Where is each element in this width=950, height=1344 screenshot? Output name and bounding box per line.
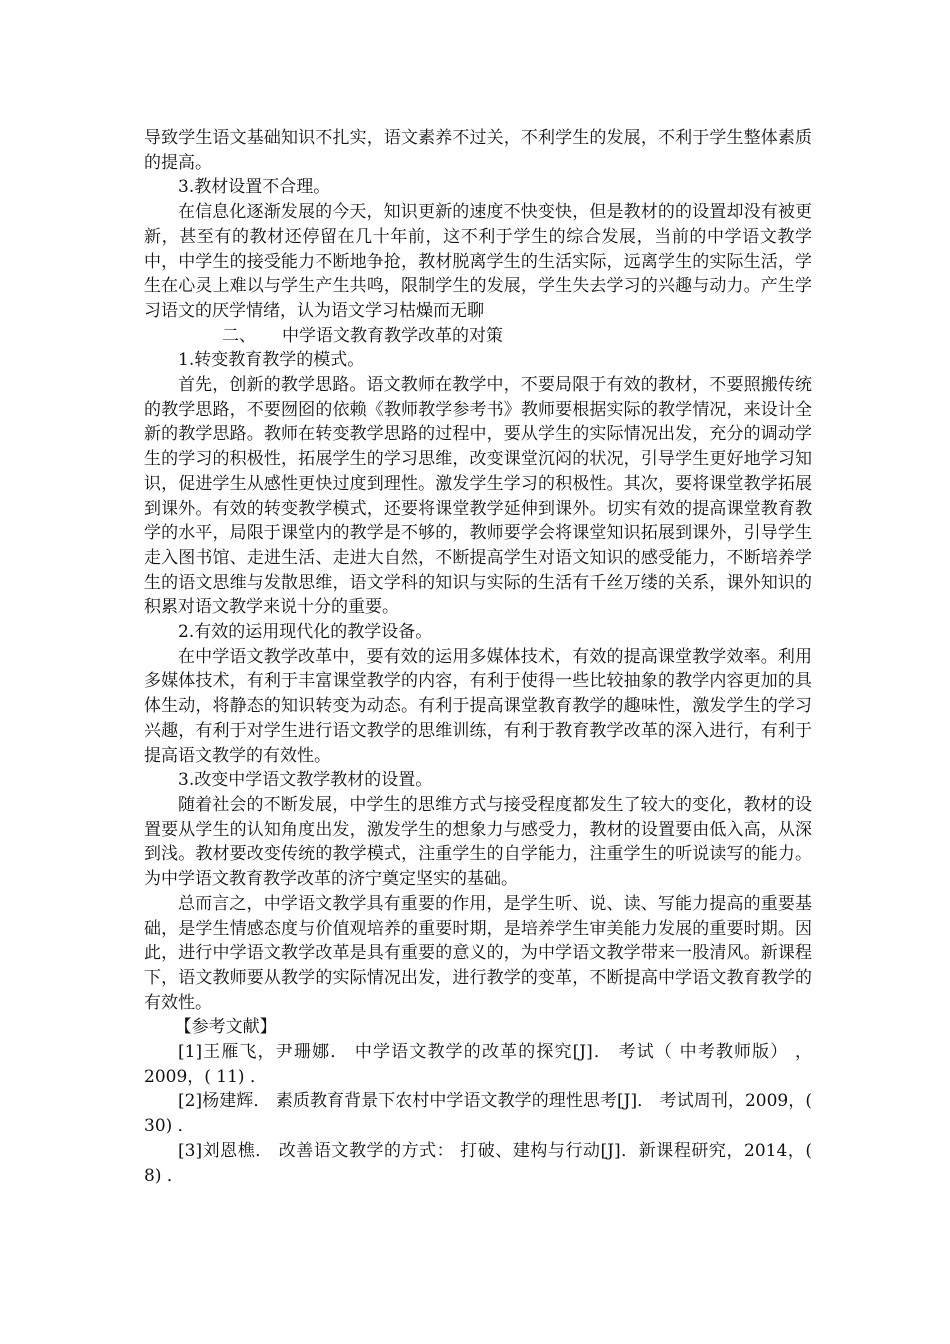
section-heading bbox=[144, 324, 812, 349]
references-title: 【参考文献】 bbox=[174, 1017, 277, 1038]
paragraph-intro-continued: 导致学生语文基础知识不扎实，语文素养不过关，不利学生的发展，不利于学生整体素质的提高。 bbox=[144, 128, 812, 173]
reference-item-2: [2]杨建辉． 素质教育背景下农村中学语文教学的理性思考[J]． 考试周刊，2009，( 30) ． bbox=[144, 1091, 812, 1137]
reference-item-3: [3]刘恩樵． 改善语文教学的方式： 打破、建构与行动[J]．新课程研究，2014，( 8) ． bbox=[144, 1140, 812, 1186]
subheading-teaching-mode: 1.转变教育教学的模式。 bbox=[178, 350, 365, 371]
subheading-textbook-issue: 3.教材设置不合理。 bbox=[178, 177, 331, 198]
paragraph-conclusion: 总而言之，中学语文教学具有重要的作用，是学生听、说、读、写能力提高的重要基础，是学生情感态度与价值观培养的重要时期，是培养学生审美能力发展的重要时期。因此，进行中学语文教学改革是具有重要的意义的，为中学语文教学带来一股清风。新课程下，语文教师要从教学的实际情况出发，进行教学的变革，不断提高中学语文教育教学的有效性。 bbox=[144, 893, 812, 1013]
paragraph-textbook-setting: 随着社会的不断发展，中学生的思维方式与接受程度都发生了较大的变化，教材的设置要从学生的认知角度出发，激发学生的想象力与感受力，教材的设置要由低入高，从深到浅。教材要改变传统的教学模式，注重学生的自学能力，注重学生的听说读写的能力。为中学语文教育教学改革的济宁奠定坚实的基础。 bbox=[144, 794, 812, 890]
reference-item-1: [1]王雁飞，尹珊娜． 中学语文教学的改革的探究[J]． 考试（ 中考教师版） ，2009，( 11) ． bbox=[144, 1042, 812, 1087]
subheading-textbook-setting: 3.改变中学语文教学教材的设置。 bbox=[178, 770, 433, 791]
paragraph-modern-equipment: 在中学语文教学改革中，要有效的运用多媒体技术，有效的提高课堂教学效率。利用多媒体技术，有利于丰富课堂教学的内容，有利于使得一些比较抽象的教学内容更加的具体生动，将静态的知识转变为动态。有利于提高课堂教育教学的趣味性，激发学生的学习兴趣，有利于对学生进行语文教学的思维训练，有利于教育教学改革的深入进行，有利于提高语文教学的有效性。 bbox=[144, 646, 812, 766]
section-number: 二、 bbox=[222, 325, 256, 346]
subheading-modern-equipment: 2.有效的运用现代化的教学设备。 bbox=[178, 622, 433, 643]
document-page bbox=[144, 126, 812, 1188]
section-title: 中学语文教育教学改革的对策 bbox=[282, 325, 503, 346]
paragraph-teaching-mode: 首先，创新的教学思路。语文教师在教学中，不要局限于有效的教材，不要照搬传统的教学思路，不要囫囵的依赖《教师教学参考书》教师要根据实际的教学情况，来设计全新的教学思路。教师在转变教学思路的过程中，要从学生的实际情况出发，充分的调动学生的学习的积极性，拓展学生的学习思维，改变课堂沉闷的状况，引导学生更好地学习知识，促进学生从感性更快过度到理性。激发学生学习的积极性。其次，要将课堂教学拓展到课外。有效的转变教学模式，还要将课堂教学延伸到课外。切实有效的提高课堂教育教学的水平，局限于课堂内的教学是不够的，教师要学会将课堂知识拓展到课外，引导学生走入图书馆、走进生活、走进大自然，不断提高学生对语文知识的感受能力，不断培养学生的语文思维与发散思维，语文学科的知识与实际的生活有千丝万缕的关系，课外知识的积累对语文教学来说十分的重要。 bbox=[144, 375, 812, 618]
paragraph-textbook-issue: 在信息化逐渐发展的今天，知识更新的速度不快变快，但是教材的的设置却没有被更新，甚至有的教材还停留在几十年前，这不利于学生的综合发展，当前的中学语文教学中，中学生的接受能力不断地争抢，教材脱离学生的生活实际，远离学生的实际生活，学生在心灵上难以与学生产生共鸣，限制学生的发展，学生失去学习的兴趣与动力。产生学习语文的厌学情绪，认为语文学习枯燥而无聊 bbox=[144, 202, 812, 321]
